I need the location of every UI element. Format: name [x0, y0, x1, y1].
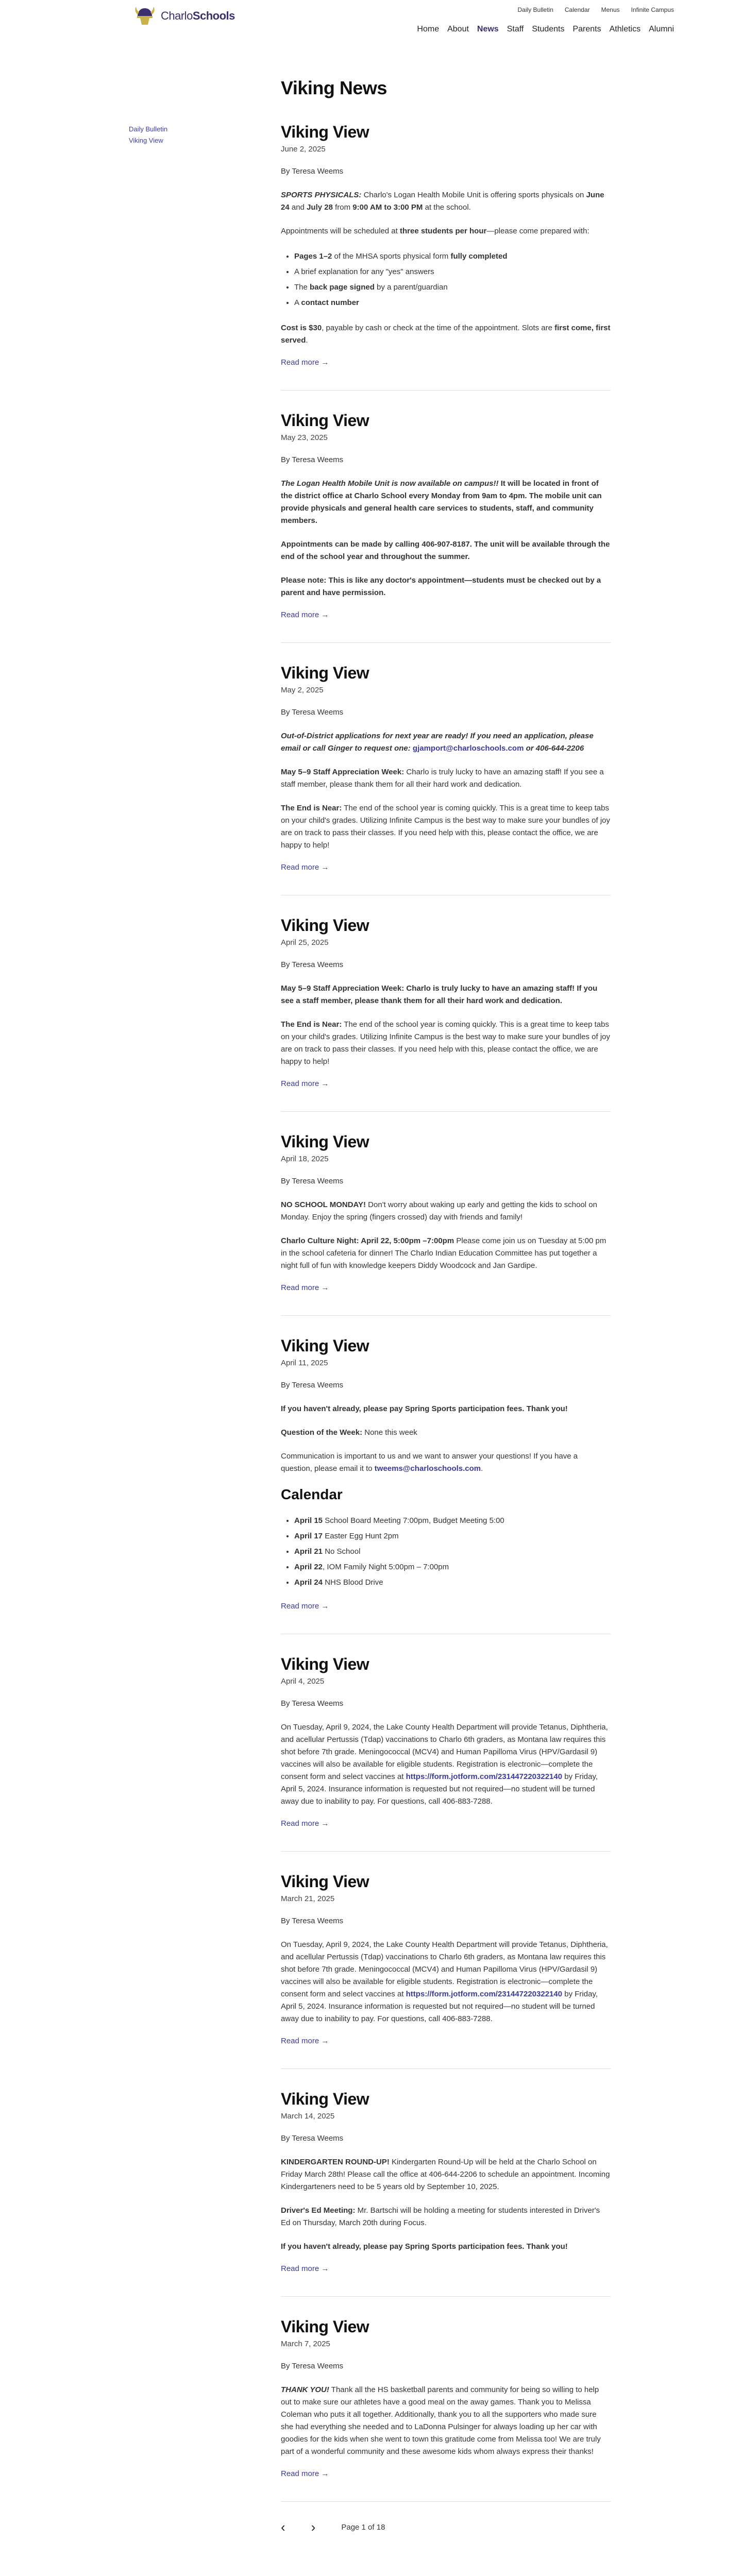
post-paragraph: Charlo Culture Night: April 22, 5:00pm –7:00pm Please come join us on Tuesday at 5:00 pm in the school cafeteria for dinner! The Charlo Indian Education Committee has put together a night full of fun with knowledge keepers Diddy Woodcock and Jan Gardipe.: [281, 1236, 606, 1270]
list-item: • Pages 1–2 of the MHSA sports physical form fully completed: [294, 249, 611, 264]
post-author: By Teresa Weems: [281, 1917, 344, 1925]
post-date: June 2, 2025: [281, 145, 326, 154]
post-paragraph: May 5–9 Staff Appreciation Week: Charlo is truly lucky to have an amazing staff! If you see a staff member, please thank them for all their hard work and dedication.: [281, 768, 604, 789]
news-post: [281, 411, 611, 643]
read-more-link[interactable]: Read more →: [281, 2264, 329, 2273]
list-item: • April 15 School Board Meeting 7:00pm, Budget Meeting 5:00: [294, 1513, 611, 1529]
post-date: April 4, 2025: [281, 1677, 325, 1686]
news-post: [281, 1336, 611, 1634]
post-paragraph: If you haven't already, please pay Spring Sports participation fees. Thank you!: [281, 1404, 568, 1413]
post-paragraph: If you haven't already, please pay Spring Sports participation fees. Thank you!: [281, 2242, 568, 2251]
post-paragraph: THANK YOU! Thank all the HS basketball parents and community for being so willing to help out to make sure our athletes have a good meal on the away games. Thank you to Melissa Coleman who puts it all together. Additionally, thank you to all the supporters who made sure she had everything she needed and to LaDonna Pulsinger for always loading up her car with goodies for the kids when she went to town this gratitude come from Melissa too! We are truly part of a wonderful community and these awesome kids whom always express their thanks!: [281, 2385, 601, 2456]
post-date: April 11, 2025: [281, 1359, 328, 1367]
page-title: Viking News: [281, 77, 387, 98]
nav-item-news[interactable]: News: [477, 25, 499, 33]
nav-item-home[interactable]: Home: [417, 25, 440, 33]
news-post: [281, 1872, 611, 2069]
inline-link[interactable]: https://form.jotform.com/231447220322140: [406, 1990, 563, 1998]
list-item: • The back page signed by a parent/guardian: [294, 280, 611, 295]
post-list: [294, 249, 611, 311]
post-date: April 25, 2025: [281, 938, 329, 947]
site-header: [0, 0, 742, 41]
news-post: [281, 123, 611, 391]
post-paragraph: On Tuesday, April 9, 2024, the Lake County Health Department will provide Tetanus, Diphtheria, and acellular Pertussis (Tdap) vaccinations to Charlo 6th graders, as Montana law requires this shot before 7th grade. Meningococcal (MCV4) and Human Papilloma Virus (HPV/Gardasil 9) vaccines will also be available for eligible students. Registration is electronic—complete the consent form and select vaccines at https://form.jotform.com/231447220322140 by Friday, April 5, 2024. Insurance information is requested but not required—no student will be turned away due to inability to pay. For questions, call 406-883-7288.: [281, 1940, 608, 2023]
post-date: May 2, 2025: [281, 686, 324, 694]
nav-item-athletics[interactable]: Athletics: [609, 25, 641, 33]
nav-item-alumni[interactable]: Alumni: [649, 25, 674, 33]
list-item: • April 22, IOM Family Night 5:00pm – 7:00pm: [294, 1560, 611, 1575]
util-link-menus[interactable]: Menus: [601, 6, 620, 13]
news-post: [281, 1132, 611, 1316]
post-author: By Teresa Weems: [281, 1381, 344, 1389]
main-content: [281, 41, 611, 2576]
news-post: [281, 664, 611, 895]
post-paragraph: May 5–9 Staff Appreciation Week: Charlo is truly lucky to have an amazing staff! If you see a staff member, please thank them for all their hard work and dedication.: [281, 984, 598, 1005]
nav-item-staff[interactable]: Staff: [507, 25, 524, 33]
post-author: By Teresa Weems: [281, 2134, 344, 2143]
read-more-link[interactable]: Read more →: [281, 611, 329, 619]
post-paragraph: The End is Near: The end of the school year is coming quickly. This is a great time to keep tabs on your child's grades. Utilizing Infinite Campus is the best way to make sure your bundles of joy are on track to pass their classes. If you need help with this, please contact the office, we are happy to help!: [281, 1020, 611, 1066]
post-paragraph: Appointments can be made by calling 406-907-8187. The unit will be available through the end of the school year and throughout the summer.: [281, 540, 610, 561]
post-title[interactable]: Viking View: [281, 916, 369, 935]
post-paragraph: NO SCHOOL MONDAY! Don't worry about waking up early and getting the kids to school on Monday. Enjoy the spring (fingers crossed) day with friends and family!: [281, 1200, 597, 1222]
sidebar-link-viking-view[interactable]: Viking View: [129, 137, 163, 144]
sidebar: [129, 124, 216, 146]
post-author: By Teresa Weems: [281, 455, 344, 464]
list-item: • April 21 No School: [294, 1544, 611, 1560]
read-more-link[interactable]: Read more →: [281, 863, 329, 872]
post-title[interactable]: Viking View: [281, 1132, 369, 1151]
list-item: • April 17 Easter Egg Hunt 2pm: [294, 1529, 611, 1544]
post-list: [294, 1513, 611, 1590]
post-author: By Teresa Weems: [281, 2362, 344, 2370]
brand-part1: Charlo: [161, 9, 193, 22]
post-date: March 7, 2025: [281, 2340, 330, 2348]
post-title[interactable]: Viking View: [281, 123, 369, 141]
sidebar-link-daily-bulletin[interactable]: Daily Bulletin: [129, 125, 168, 133]
post-title[interactable]: Viking View: [281, 1872, 369, 1891]
brand-part2: Schools: [192, 9, 235, 22]
read-more-link[interactable]: Read more →: [281, 1283, 329, 1292]
pagination: [281, 2519, 611, 2576]
list-item: • April 24 NHS Blood Drive: [294, 1575, 611, 1590]
inline-link[interactable]: https://form.jotform.com/231447220322140: [406, 1772, 563, 1781]
news-post: [281, 916, 611, 1112]
post-paragraph: Please note: This is like any doctor's appointment—students must be checked out by a parent and have permission.: [281, 576, 601, 597]
post-title[interactable]: Viking View: [281, 2090, 369, 2108]
inline-link[interactable]: gjamport@charloschools.com: [412, 744, 524, 753]
post-paragraph: Out-of-District applications for next year are ready! If you need an application, please email or call Ginger to request one: gjamport@charloschools.com or 406-644-2206: [281, 732, 594, 753]
inline-link[interactable]: tweems@charloschools.com: [374, 1464, 481, 1473]
list-item: • A brief explanation for any "yes" answers: [294, 264, 611, 280]
news-post: [281, 2090, 611, 2297]
page-body: [0, 41, 742, 2576]
post-paragraph: The Logan Health Mobile Unit is now available on campus!! It will be located in front of the district office at Charlo School every Monday from 9am to 4pm. The mobile unit can provide physicals and general health care services to students, staff, and community members.: [281, 479, 602, 525]
post-paragraph: Cost is $30, payable by cash or check at the time of the appointment. Slots are first come, first served.: [281, 324, 611, 345]
news-post: [281, 2317, 611, 2502]
post-author: By Teresa Weems: [281, 1699, 344, 1708]
post-title[interactable]: Viking View: [281, 1655, 369, 1673]
post-author: By Teresa Weems: [281, 167, 344, 176]
read-more-link[interactable]: Read more →: [281, 1602, 329, 1611]
post-paragraph: Driver's Ed Meeting: Mr. Bartschi will be holding a meeting for students interested in Driver's Ed on Thursday, March 20th during Focus.: [281, 2206, 600, 2227]
read-more-link[interactable]: Read more →: [281, 2037, 329, 2045]
list-item: • A contact number: [294, 295, 611, 311]
prev-page-icon[interactable]: ‹: [281, 2519, 285, 2535]
site-logo[interactable]: [133, 4, 235, 28]
util-link-daily-bulletin[interactable]: Daily Bulletin: [517, 6, 553, 13]
post-paragraph: SPORTS PHYSICALS: Charlo's Logan Health Mobile Unit is offering sports physicals on June 24 and July 28 from 9:00 AM to 3:00 PM at the school.: [281, 191, 604, 212]
viking-helmet-icon: [133, 4, 157, 28]
post-paragraph: Communication is important to us and we want to answer your questions! If you have a question, please email it to tweems@charloschools.com.: [281, 1452, 578, 1473]
post-paragraph: Appointments will be scheduled at three students per hour—please come prepared with:: [281, 227, 589, 235]
post-paragraph: KINDERGARTEN ROUND-UP! Kindergarten Round-Up will be held at the Charlo School on Friday March 28th! Please call the office at 406-644-2206 to schedule an appointment. Incoming Kindergarteners need to be 5 years old by September 10, 2025.: [281, 2158, 610, 2191]
post-date: April 18, 2025: [281, 1155, 329, 1163]
post-title[interactable]: Viking View: [281, 2317, 369, 2336]
post-subheading: Calendar: [281, 1486, 343, 1502]
next-page-icon[interactable]: ›: [311, 2519, 316, 2535]
nav-item-students[interactable]: Students: [532, 25, 565, 33]
post-paragraph: On Tuesday, April 9, 2024, the Lake County Health Department will provide Tetanus, Diphtheria, and acellular Pertussis (Tdap) vaccinations to Charlo 6th graders, as Montana law requires this shot before 7th grade. Meningococcal (MCV4) and Human Papilloma Virus (HPV/Gardasil 9) vaccines will also be available for eligible students. Registration is electronic—complete the consent form and select vaccines at https://form.jotform.com/231447220322140 by Friday, April 5, 2024. Insurance information is requested but not required—no student will be turned away due to inability to pay. For questions, call 406-883-7288.: [281, 1723, 608, 1806]
main-nav: [417, 25, 674, 34]
page-indicator: Page 1 of 18: [341, 2523, 385, 2532]
news-post: [281, 1655, 611, 1852]
post-title[interactable]: Viking View: [281, 411, 369, 430]
post-title[interactable]: Viking View: [281, 664, 369, 682]
post-paragraph: Question of the Week: None this week: [281, 1428, 417, 1437]
post-date: March 14, 2025: [281, 2112, 335, 2121]
nav-item-about[interactable]: About: [447, 25, 469, 33]
util-link-calendar[interactable]: Calendar: [564, 6, 590, 13]
post-date: March 21, 2025: [281, 1894, 335, 1903]
read-more-link[interactable]: Read more →: [281, 1079, 329, 1088]
read-more-link[interactable]: Read more →: [281, 358, 329, 367]
post-author: By Teresa Weems: [281, 708, 344, 717]
util-link-infinite-campus[interactable]: Infinite Campus: [631, 6, 674, 13]
read-more-link[interactable]: Read more →: [281, 1819, 329, 1828]
nav-item-parents[interactable]: Parents: [572, 25, 601, 33]
post-list: [281, 123, 611, 2502]
utility-nav: [518, 6, 674, 13]
post-author: By Teresa Weems: [281, 960, 344, 969]
post-author: By Teresa Weems: [281, 1177, 344, 1185]
post-paragraph: The End is Near: The end of the school year is coming quickly. This is a great time to keep tabs on your child's grades. Utilizing Infinite Campus is the best way to make sure your bundles of joy are on track to pass their classes. If you need help with this, please contact the office, we are happy to help!: [281, 804, 611, 850]
read-more-link[interactable]: Read more →: [281, 2469, 329, 2478]
post-title[interactable]: Viking View: [281, 1336, 369, 1355]
post-date: May 23, 2025: [281, 433, 328, 442]
